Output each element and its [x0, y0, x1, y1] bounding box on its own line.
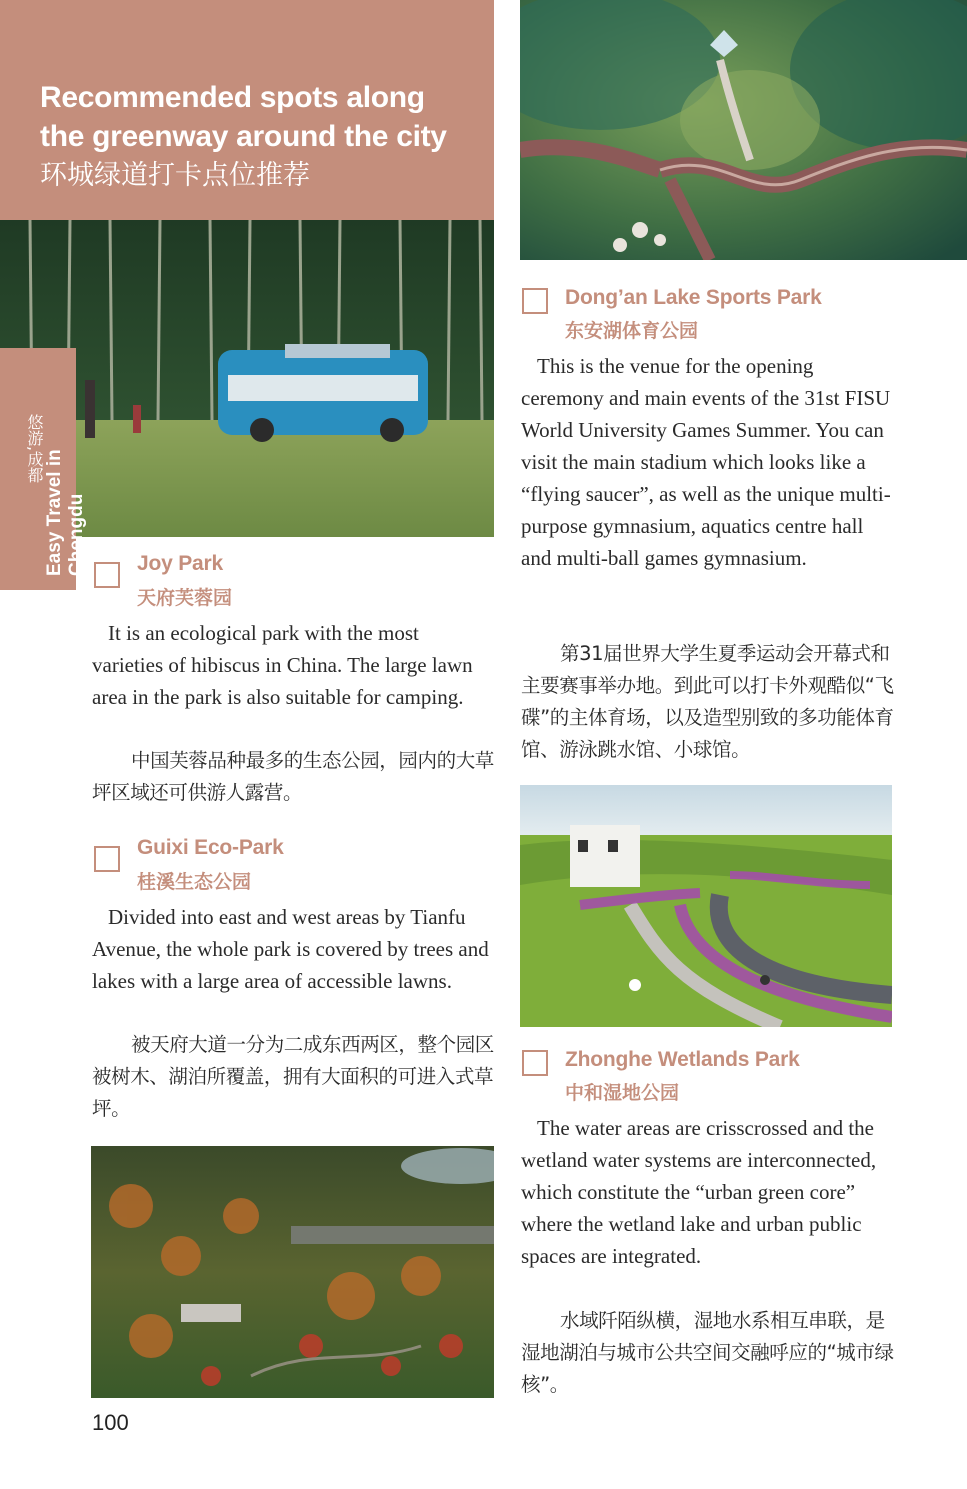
dongan-name-zh: 东安湖体育公园 [565, 320, 699, 342]
guixi-desc-en: Divided into east and west areas by Tianfu Avenue, the whole park is covered by trees and lakes with a large area of accessible lawns. [92, 905, 489, 993]
zhonghe-name-zh: 中和湿地公园 [565, 1082, 680, 1104]
zhonghe-name-en: Zhonghe Wetlands Park [565, 1048, 800, 1071]
zhonghe-checkbox[interactable] [522, 1050, 548, 1076]
side-tab-label-en: Easy Travel in Chengdu [44, 449, 87, 576]
guixi-desc-zh: 被天府大道一分为二成东西两区，整个园区被树木、湖泊所覆盖，拥有大面积的可进入式草坪。 [92, 1033, 494, 1120]
guixi-photo [91, 1146, 494, 1398]
page-number: 100 [92, 1410, 129, 1435]
zhonghe-desc-zh: 水域阡陌纵横，湿地水系相互串联，是湿地湖泊与城市公共空间交融呼应的“城市绿核”。 [521, 1309, 894, 1396]
zhonghe-photo [520, 785, 892, 1027]
guixi-name-en: Guixi Eco-Park [137, 836, 284, 859]
joy-park-checkbox[interactable] [94, 562, 120, 588]
joy-park-name-zh: 天府芙蓉园 [137, 587, 233, 609]
header-title-zh: 环城绿道打卡点位推荐 [40, 160, 310, 191]
dongan-aerial-photo [520, 0, 967, 260]
zhonghe-desc-en: The water areas are crisscrossed and the wetland water systems are interconnected, which constitute the “urban green core” where the wetland lake and urban public spaces are integrated. [521, 1116, 877, 1268]
guixi-name-zh: 桂溪生态公园 [137, 871, 252, 893]
joy-park-desc-zh: 中国芙蓉品种最多的生态公园，园内的大草坪区域还可供游人露营。 [92, 749, 494, 804]
joy-park-name-en: Joy Park [137, 552, 223, 575]
dongan-desc-zh: 第31届世界大学生夏季运动会开幕式和主要赛事举办地。到此可以打卡外观酷似“飞碟”的主体育场，以及造型别致的多功能体育馆、游泳跳水馆、小球馆。 [521, 642, 894, 761]
dongan-checkbox[interactable] [522, 288, 548, 314]
page-header [0, 0, 494, 220]
guixi-checkbox[interactable] [94, 846, 120, 872]
joy-park-desc-en: It is an ecological park with the most varieties of hibiscus in China. The large lawn area in the park is also suitable for camping. [92, 621, 473, 709]
header-title-en: Recommended spots along the greenway around the city [40, 81, 447, 153]
side-tab [0, 348, 87, 590]
dongan-name-en: Dong’an Lake Sports Park [565, 286, 822, 309]
side-tab-label-zh: 悠游,成都 [25, 414, 44, 484]
dongan-desc-en: This is the venue for the opening ceremony and main events of the 31st FISU World University Games Summer. You can visit the main stadium which looks like a “flying saucer”, as well as the unique multi-purpose gymnasium, aquatics centre hall and multi-ball games gymnasium. [521, 354, 891, 570]
